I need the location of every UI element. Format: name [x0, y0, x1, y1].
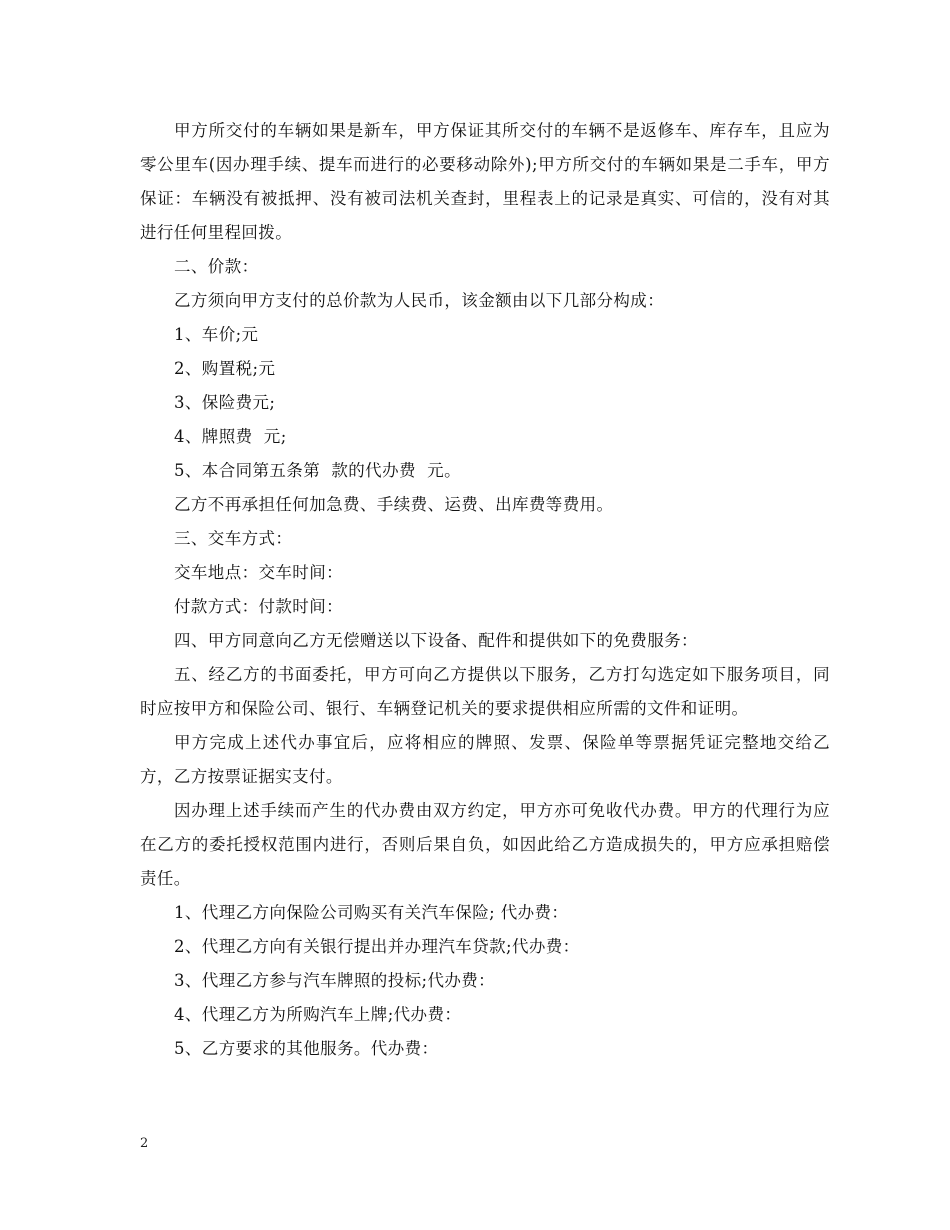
- paragraph-vehicle-guarantee: 甲方所交付的车辆如果是新车，甲方保证其所交付的车辆不是返修车、库存车，且应为零公里车(因办理手续、提车而进行的必要移动除外);甲方所交付的车辆如果是二手车，甲方保证：车辆没有被抵押、没有被司法机关查封，里程表上的记录是真实、可信的，没有对其进行任何里程回拨。: [140, 121, 830, 242]
- list-item-license-fee: 4、牌照费 元;: [174, 427, 287, 446]
- list-item-loan-service: 2、代理乙方向有关银行提出并办理汽车贷款;代办费：: [174, 937, 580, 956]
- list-item-registration-service: 4、代理乙方为所购汽车上牌;代办费：: [174, 1005, 462, 1024]
- paragraph-total-price: 乙方须向甲方支付的总价款为人民币，该金额由以下几部分构成：: [174, 291, 665, 310]
- paragraph-no-extra-fees: 乙方不再承担任何加急费、手续费、运费、出库费等费用。: [174, 495, 614, 514]
- paragraph-agency-fee-terms: 因办理上述手续而产生的代办费由双方约定，甲方亦可免收代办费。甲方的代理行为应在乙方的委托授权范围内进行，否则后果自负，如因此给乙方造成损失的，甲方应承担赔偿责任。: [140, 801, 830, 888]
- section-heading-agency-services: 五、经乙方的书面委托，甲方可向乙方提供以下服务，乙方打勾选定如下服务项目，同时应按甲方和保险公司、银行、车辆登记机关的要求提供相应所需的文件和证明。: [140, 665, 830, 718]
- list-item-car-price: 1、车价;元: [174, 325, 259, 344]
- document-body: [140, 114, 830, 1066]
- section-heading-price: 二、价款：: [174, 257, 259, 276]
- paragraph-documents-handover: 甲方完成上述代办事宜后，应将相应的牌照、发票、保险单等票据凭证完整地交给乙方，乙方按票证据实支付。: [140, 733, 830, 786]
- list-item-insurance-service: 1、代理乙方向保险公司购买有关汽车保险; 代办费：: [174, 903, 569, 922]
- list-item-purchase-tax: 2、购置税;元: [174, 359, 276, 378]
- list-item-insurance-fee: 3、保险费元;: [174, 393, 276, 412]
- list-item-agency-fee: 5、本合同第五条第 款的代办费 元。: [174, 461, 461, 480]
- section-heading-free-services: 四、甲方同意向乙方无偿赠送以下设备、配件和提供如下的免费服务：: [174, 631, 698, 650]
- list-item-other-service: 5、乙方要求的其他服务。代办费：: [174, 1039, 439, 1058]
- section-heading-delivery: 三、交车方式：: [174, 529, 293, 548]
- list-item-plate-bidding-service: 3、代理乙方参与汽车牌照的投标;代办费：: [174, 971, 496, 990]
- paragraph-payment-method-time: 付款方式：付款时间：: [174, 597, 343, 616]
- paragraph-delivery-place-time: 交车地点：交车时间：: [174, 563, 343, 582]
- page-number: 2: [140, 1136, 149, 1151]
